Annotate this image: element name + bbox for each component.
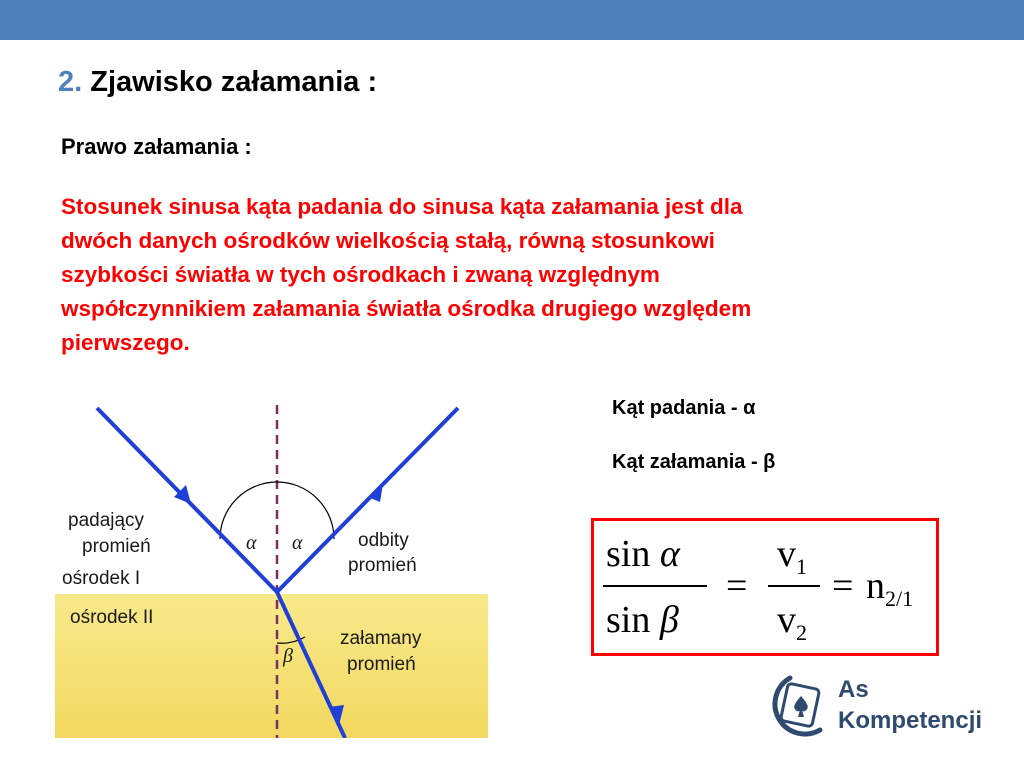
incident-label-1: padający (68, 510, 145, 531)
medium-2-label: ośrodek II (70, 607, 154, 628)
refractive-index (866, 565, 914, 611)
law-line: dwóch danych ośrodków wielkością stałą, równą stosunkowi (61, 228, 715, 253)
sin-text: sin (606, 533, 651, 575)
title-number: 2. (58, 66, 83, 98)
fraction-bar-1 (603, 585, 707, 587)
logo (770, 672, 1000, 742)
medium-1-label: ośrodek I (62, 568, 141, 589)
reflected-label-2: promień (348, 555, 417, 576)
slide-title (58, 66, 377, 99)
fraction-bar-2 (768, 585, 820, 587)
law-line: pierwszego. (61, 330, 190, 355)
incident-label-2: promień (82, 536, 151, 557)
refraction-formula (591, 518, 939, 656)
law-statement (61, 190, 961, 360)
numerator-v1 (777, 533, 807, 579)
v-text: v (777, 533, 796, 575)
law-line: Stosunek sinusa kąta padania do sinusa kąta załamania jest dla (61, 194, 743, 219)
v2-subscript: 2 (796, 620, 807, 645)
reflected-label-1: odbity (358, 530, 409, 551)
logo-emblem-icon (770, 672, 832, 738)
alpha-symbol: α (659, 533, 680, 575)
v1-subscript: 1 (796, 554, 807, 579)
beta-symbol: β (659, 599, 679, 641)
numerator-sin (606, 535, 680, 573)
refracted-label-2: promień (347, 654, 416, 675)
equals-sign-2: = (832, 565, 854, 607)
alpha-left-label: α (246, 532, 257, 554)
title-text: Zjawisko załamania : (90, 66, 378, 98)
refraction-diagram (55, 400, 488, 738)
law-line: szybkości światła w tych ośrodkach i zwaną względnym (61, 262, 660, 287)
denominator-sin (606, 601, 679, 639)
law-line: współczynnikiem załamania światła ośrodka drugiego względem (61, 296, 752, 321)
sin-text: sin (606, 599, 651, 641)
v-text: v (777, 599, 796, 641)
n-text: n (866, 565, 885, 607)
incidence-angle-label: Kąt padania - α (612, 397, 756, 419)
beta-label: β (283, 645, 293, 667)
alpha-right-label: α (292, 532, 303, 554)
equals-sign-1: = (726, 565, 748, 607)
logo-line-1: As (838, 676, 869, 703)
header-bar (0, 0, 1024, 40)
refraction-angle-label: Kąt załamania - β (612, 451, 776, 473)
denominator-v2 (777, 599, 807, 645)
law-heading: Prawo załamania : (61, 134, 252, 159)
refracted-label-1: załamany (340, 628, 422, 649)
logo-line-2: Kompetencji (838, 707, 983, 734)
n-subscript: 2/1 (885, 586, 914, 611)
